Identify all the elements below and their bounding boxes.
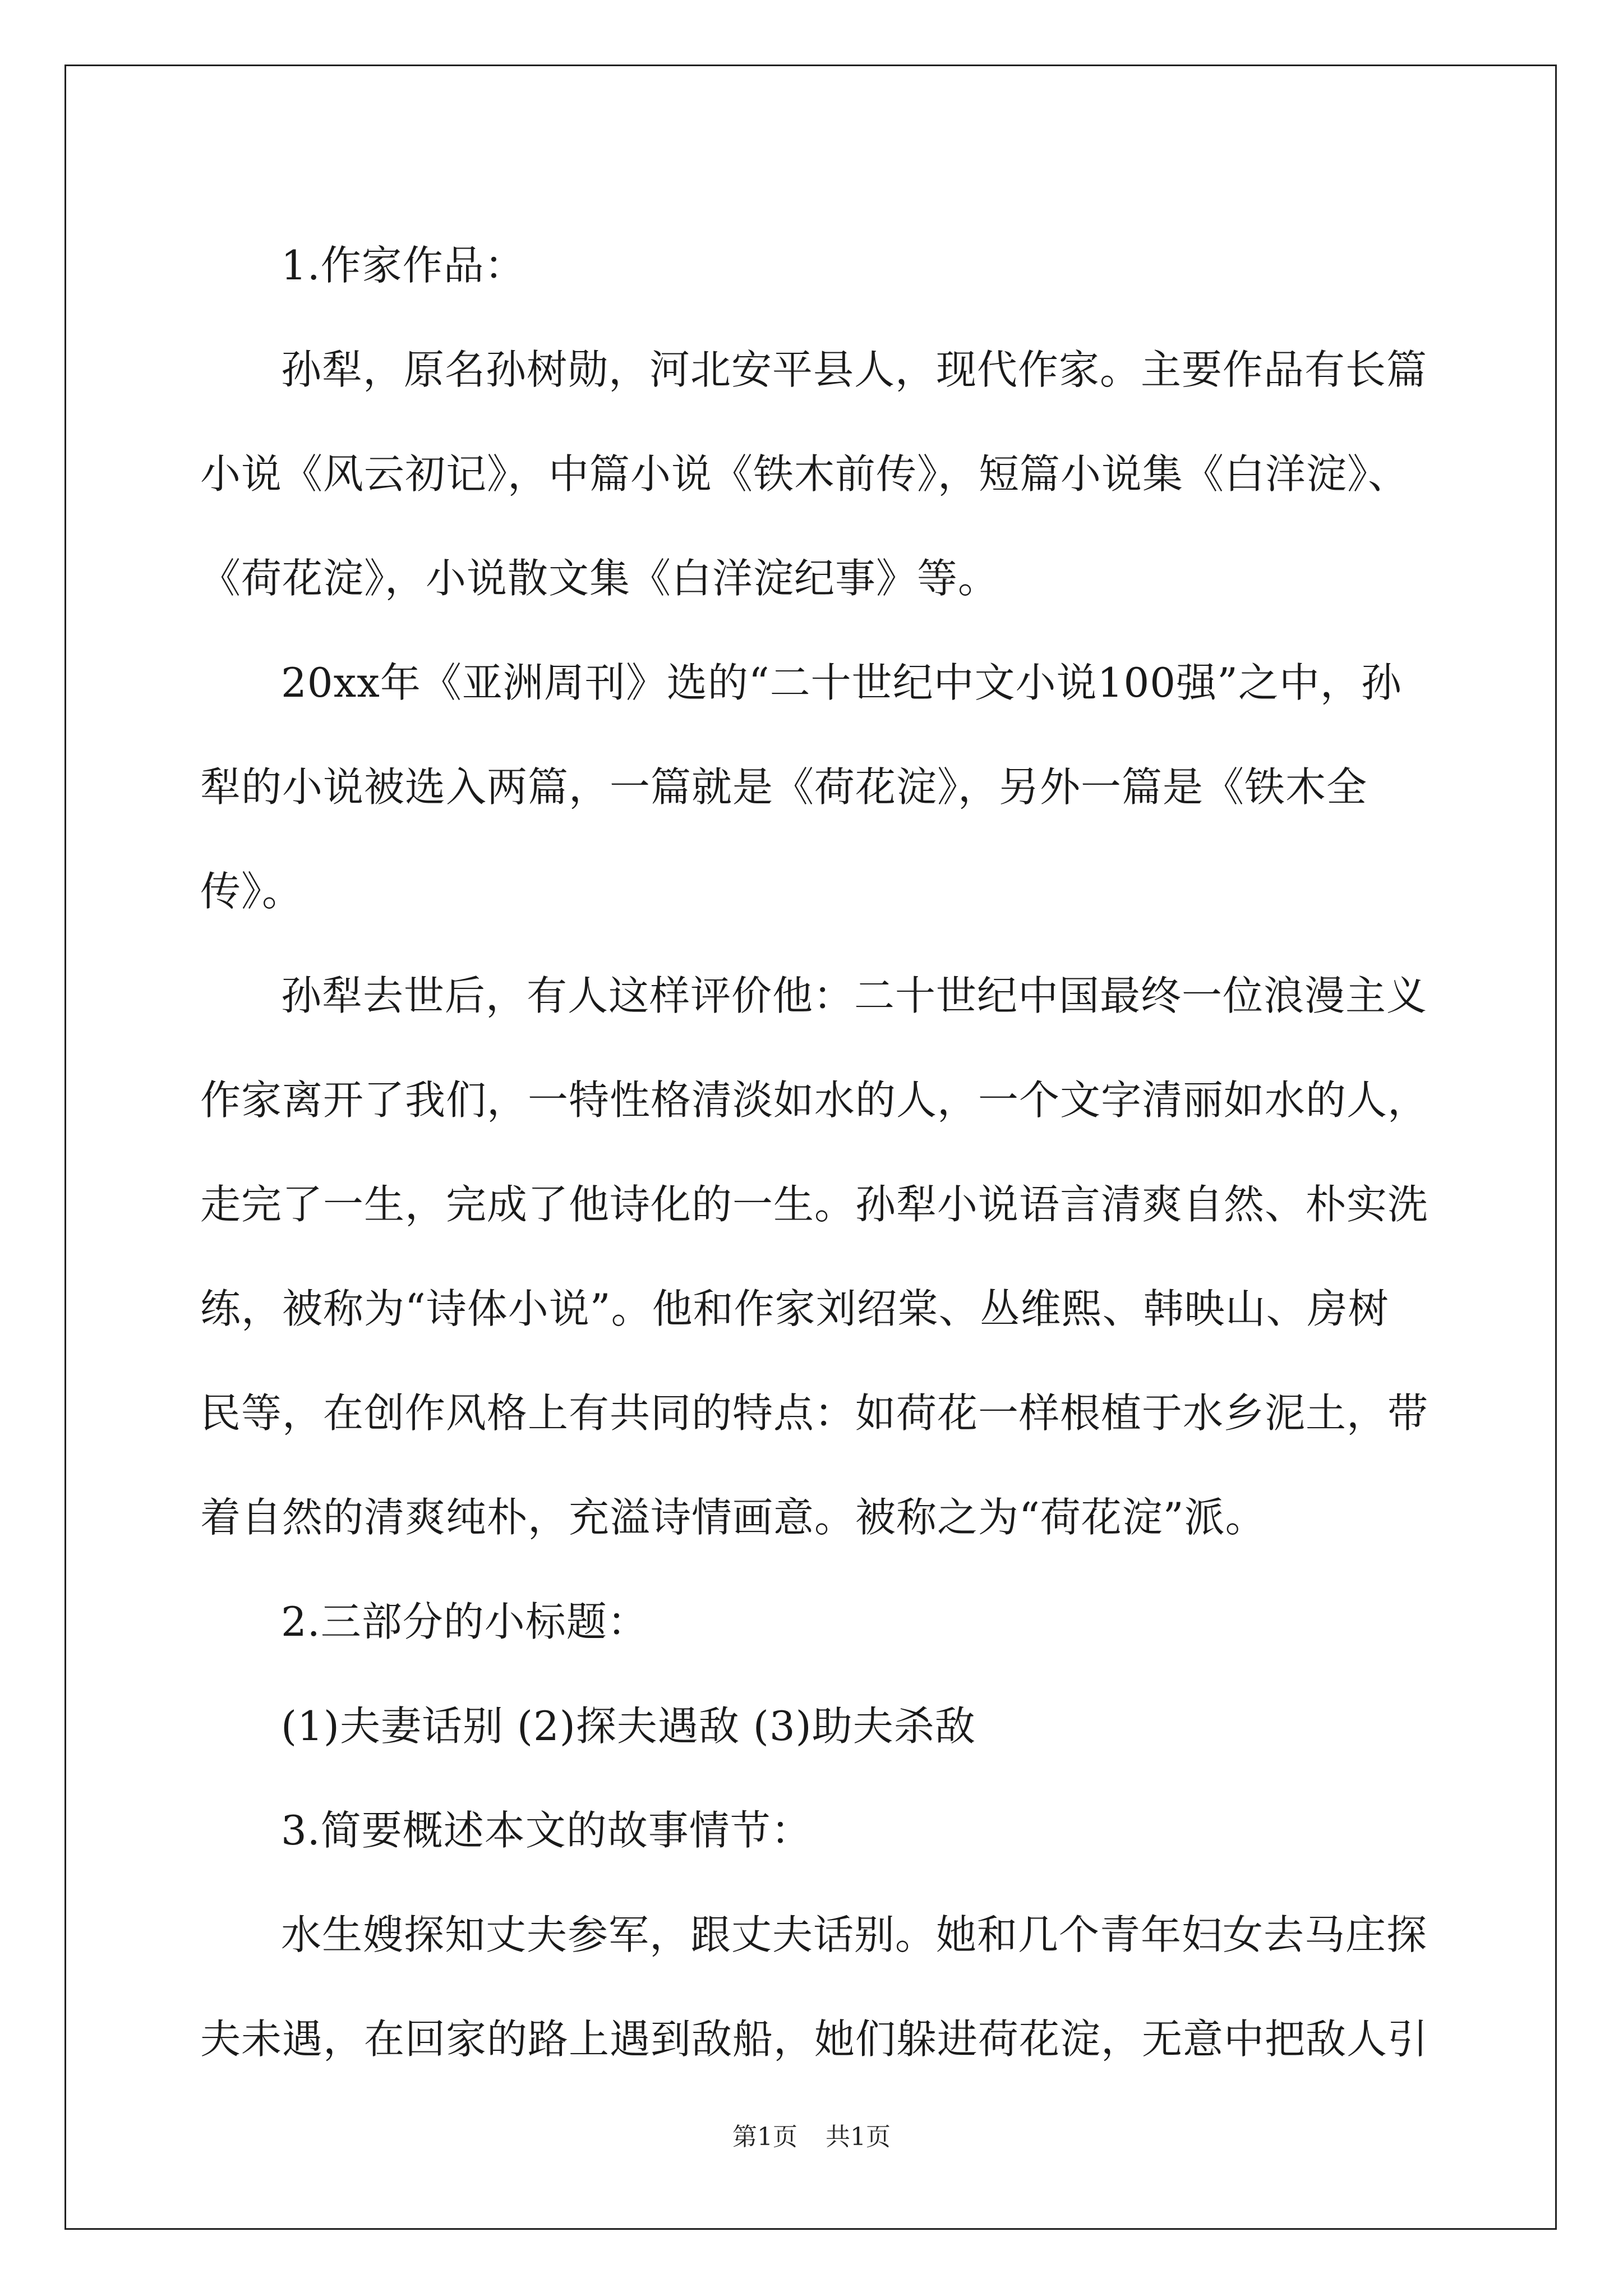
- paragraph-subtitle-list: (1)夫妻话别 (2)探夫遇敌 (3)助夫杀敌: [281, 1703, 976, 1750]
- paragraph-asia-weekly: 20xx年《亚洲周刊》选的“二十世纪中文小说100强”之中，孙犁的小说被选入两篇，一篇就是《荷花淀》，另外一篇是《铁木全传》。: [200, 659, 1402, 915]
- page-footer: [0, 2120, 1623, 2154]
- page-number-current: 第1页: [732, 2123, 797, 2151]
- paragraph-plot-summary: 水生嫂探知丈夫参军，跟丈夫话别。她和几个青年妇女去马庄探夫未遇，在回家的路上遇到敌船，她们躲进荷花淀，无意中把敌人引: [200, 1911, 1429, 2063]
- heading-plot-summary: 3.简要概述本文的故事情节：: [281, 1807, 812, 1854]
- paragraph-evaluation: 孙犁去世后，有人这样评价他：二十世纪中国最终一位浪漫主义作家离开了我们，一特性格清淡如水的人，一个文字清丽如水的人，走完了一生，完成了他诗化的一生。孙犁小说语言清爽自然、朴实洗练，被称为“诗体小说”。他和作家刘绍棠、丛维熙、韩映山、房树民等，在创作风格上有共同的特点：如荷花一样根植于水乡泥土，带着自然的清爽纯朴，充溢诗情画意。被称之为“荷花淀”派。: [200, 972, 1429, 1541]
- paragraph-author-bio: 孙犁，原名孙树勋，河北安平县人，现代作家。主要作品有长篇小说《风云初记》，中篇小说《铁木前传》，短篇小说集《白洋淀》、《荷花淀》，小说散文集《白洋淀纪事》等。: [200, 346, 1428, 602]
- document-body: [200, 213, 1428, 2091]
- page-number-total: 共1页: [826, 2123, 891, 2151]
- heading-author-works: 1.作家作品：: [281, 242, 525, 289]
- heading-subtitles: 2.三部分的小标题：: [281, 1598, 648, 1645]
